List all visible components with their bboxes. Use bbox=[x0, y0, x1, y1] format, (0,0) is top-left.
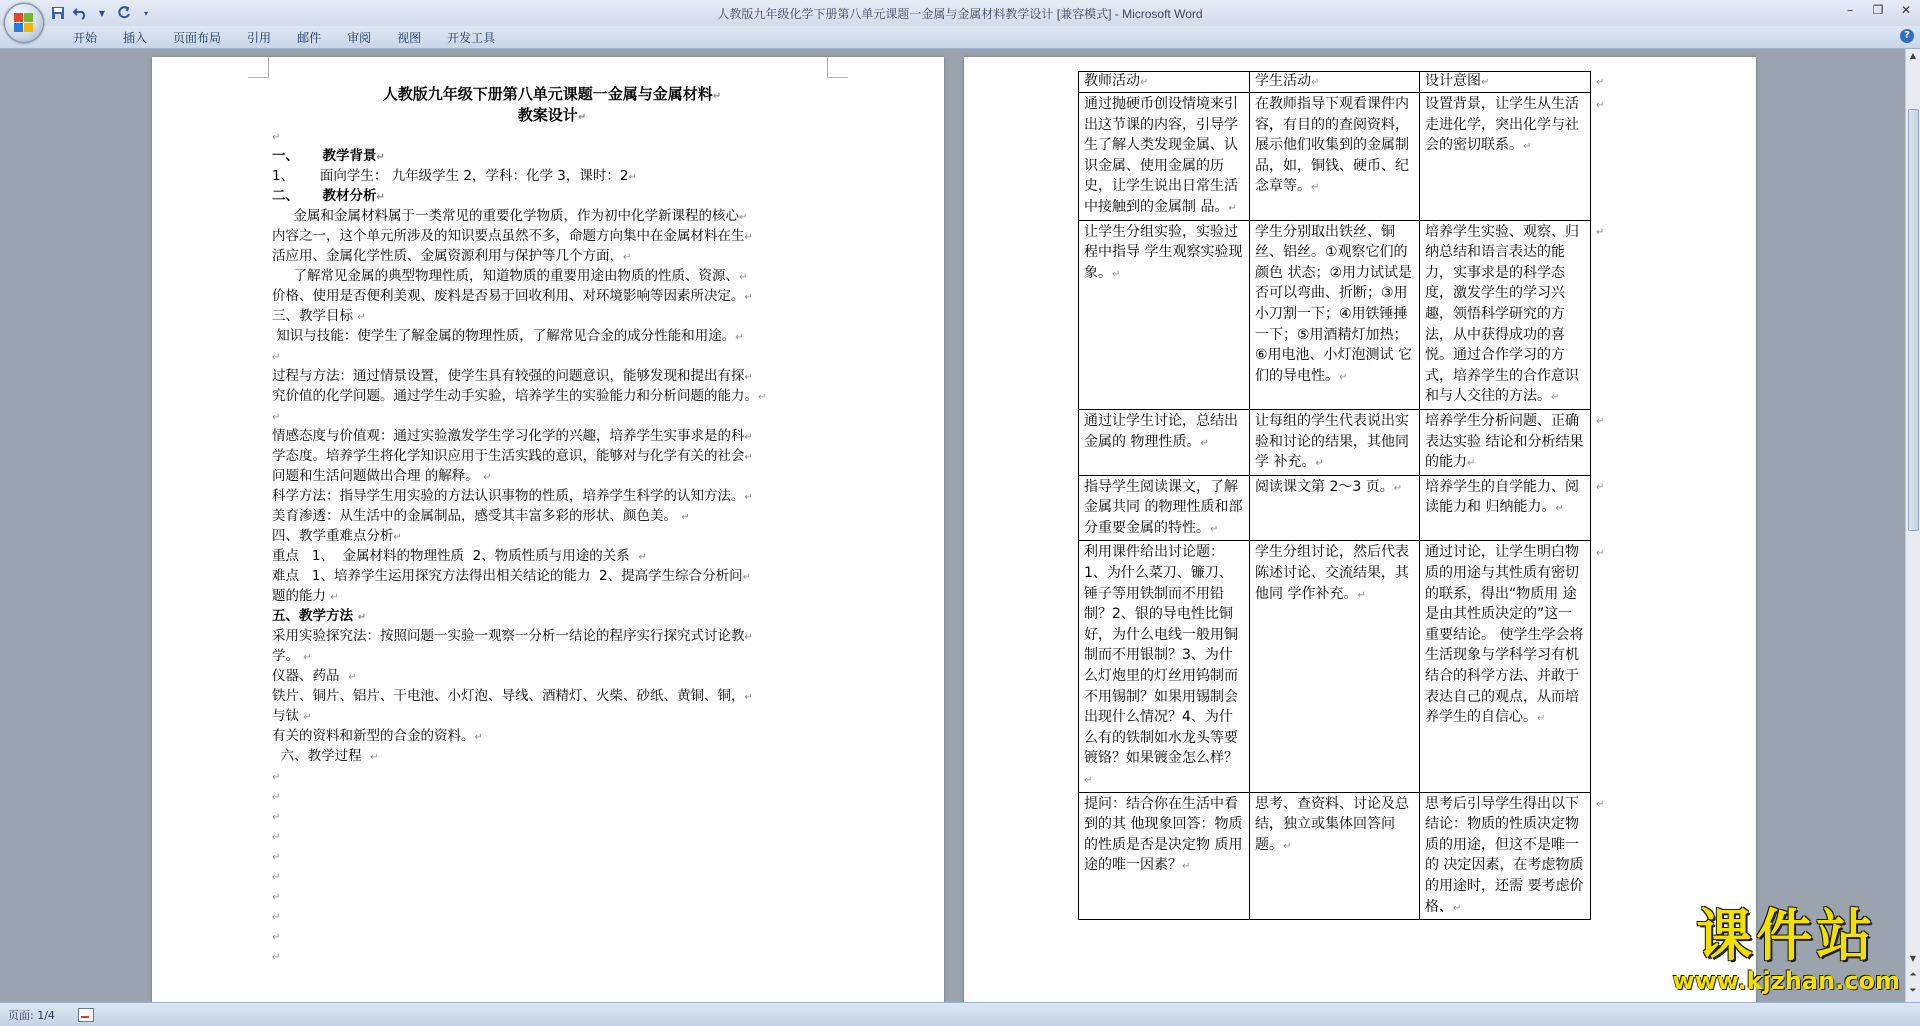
table-cell[interactable] bbox=[1420, 93, 1591, 221]
paragraph-mark-icon: ↵ bbox=[744, 232, 753, 243]
paragraph-mark-icon: ↵ bbox=[744, 292, 753, 303]
doc-line bbox=[272, 487, 832, 507]
cell-text: 让每组的学生代表说出实验和讨论的结果，其他同学 补充。 bbox=[1255, 412, 1409, 471]
doc-line bbox=[272, 307, 832, 327]
paragraph-mark-icon: ↵ bbox=[1084, 775, 1093, 786]
doc-subtitle: 教案设计↵ bbox=[517, 106, 587, 124]
table-cell[interactable] bbox=[1250, 220, 1420, 409]
row-end-mark: ↵ bbox=[1596, 76, 1605, 88]
ribbon bbox=[0, 26, 1920, 49]
table-cell[interactable] bbox=[1250, 409, 1420, 475]
doc-line-text: 知识与技能：使学生了解金属的物理性质，了解常见合金的成分性能和用途。 bbox=[272, 328, 736, 344]
table-cell[interactable] bbox=[1079, 93, 1250, 221]
doc-line-text: 四、教学重难点分析 bbox=[272, 528, 394, 544]
doc-line bbox=[272, 227, 832, 247]
doc-line-text: 究价值的化学问题。通过学生动手实验，培养学生的实验能力和分析问题的能力。 bbox=[272, 388, 758, 404]
paragraph-mark-icon: ↵ bbox=[738, 272, 748, 283]
table-cell[interactable] bbox=[1420, 475, 1591, 541]
doc-line bbox=[272, 647, 832, 667]
doc-line-text: 有关的资料和新型的合金的资料。 bbox=[272, 728, 475, 744]
cell-text: 培养学生的自学能力、阅读能力和 归纳能力。 bbox=[1425, 478, 1579, 516]
tab-developer[interactable]: 开发工具 bbox=[447, 31, 496, 45]
table-row bbox=[1079, 541, 1610, 792]
paragraph-mark-icon: ↵ bbox=[1555, 503, 1564, 515]
doc-body bbox=[272, 127, 832, 967]
table-cell[interactable] bbox=[1250, 792, 1420, 920]
paragraph-mark-icon: ↵ bbox=[758, 392, 767, 403]
cell-text: 学生分别取出铁丝、铜丝、铝丝。①观察它们的颜色 状态；②用力试试是否可以弯曲、折断；③用小刀割一下；④用铁锤捶一下；⑤用酒精灯加热；⑥用电池、小灯泡测试 它们的导电性。 bbox=[1255, 223, 1413, 384]
table-header-cell[interactable] bbox=[1420, 72, 1591, 93]
paragraph-mark-icon: ↵ bbox=[357, 312, 366, 323]
tab-mailings[interactable]: 邮件 bbox=[297, 31, 322, 45]
table-row bbox=[1079, 475, 1610, 541]
doc-line bbox=[272, 707, 832, 727]
paragraph-mark-icon: ↵ bbox=[393, 532, 402, 543]
cell-text: 利用课件给出讨论题：1、为什么菜刀、镰刀、锤子等用铁制而不用铅 制？2、银的导电性比铜好，为什么电线一般用铜制而不用银制？3、为什么灯炮里的灯丝用钨制而不用锡制？如果用锡制会出现什么情况？4、为什么有的铁制如水龙头等要镀铬？如果镀金怎么样？ bbox=[1084, 544, 1238, 767]
doc-line bbox=[272, 867, 832, 887]
cell-text: 思考、查资料、讨论及总 结，独立或集体回答问题。 bbox=[1255, 795, 1409, 853]
paragraph-mark-icon: ↵ bbox=[1523, 141, 1532, 153]
page-1-text[interactable] bbox=[272, 85, 832, 967]
doc-line bbox=[272, 887, 832, 907]
doc-line bbox=[272, 747, 832, 767]
doc-line-text: 了解常见金属的典型物理性质，知道物质的重要用途由物质的性质、资源、 bbox=[272, 268, 739, 284]
page-indicator[interactable]: 页面: 1/4 bbox=[8, 1009, 55, 1022]
table-row bbox=[1079, 220, 1610, 409]
paragraph-mark-icon: ↵ bbox=[272, 932, 281, 943]
doc-line-text: 难点 1、培养学生运用探究方法得出相关结论的能力 2、提高学生综合分析问 bbox=[272, 568, 743, 584]
paragraph-mark-icon: ↵ bbox=[623, 252, 632, 263]
vertical-scrollbar[interactable] bbox=[1905, 49, 1920, 1002]
paragraph-mark-icon: ↵ bbox=[303, 712, 312, 723]
doc-line bbox=[272, 387, 832, 407]
cell-text: 提问：结合你在生活中看到的其 他现象回答：物质的性质是否是决定物 质用途的唯一因素？ bbox=[1084, 795, 1243, 874]
lesson-table[interactable] bbox=[1078, 71, 1610, 920]
paragraph-mark-icon: ↵ bbox=[272, 832, 281, 843]
doc-line-text: 1、 面向学生： 九年级学生 2，学科：化学 3，课时：2 bbox=[272, 168, 629, 184]
paragraph-mark-icon: ↵ bbox=[1182, 861, 1191, 873]
cell-text: 培养学生实验、观察、归纳总结和语言表达的能力，实事求是的科学态度，激发学生的学习兴趣，领悟科学研究的方法，从中获得成功的喜悦。通过合作学习的方式，培养学生的合作意识 和与人交往的方法。 bbox=[1425, 223, 1579, 405]
scroll-thumb[interactable] bbox=[1908, 109, 1919, 531]
doc-line-text: 情感态度与价值观：通过实验激发学生学习化学的兴趣，培养学生实事求是的科 bbox=[272, 428, 745, 444]
doc-line-text: 过程与方法：通过情景设置，使学生具有较强的问题意识，能够发现和提出有探 bbox=[272, 368, 745, 384]
cell-text: 阅读课文第 2～3 页。 bbox=[1255, 478, 1394, 495]
doc-line-text: 五、教学方法 bbox=[272, 608, 358, 624]
status-bar bbox=[0, 1002, 1920, 1026]
page-2 bbox=[964, 57, 1756, 1002]
previous-page-icon[interactable]: ⏶ bbox=[1909, 970, 1917, 980]
doc-line bbox=[272, 607, 832, 627]
paragraph-mark-icon: ↵ bbox=[1453, 902, 1462, 914]
paragraph-mark-icon: ↵ bbox=[1311, 182, 1320, 194]
page-1 bbox=[152, 57, 944, 1002]
doc-line bbox=[272, 847, 832, 867]
paragraph-mark-icon: ↵ bbox=[272, 132, 281, 143]
tab-references[interactable]: 引用 bbox=[247, 31, 272, 45]
doc-line bbox=[272, 587, 832, 607]
paragraph-mark-icon: ↵ bbox=[681, 512, 690, 523]
doc-line-text: 问题和生活问题做出合理 的解释。 bbox=[272, 468, 484, 484]
table-cell[interactable] bbox=[1079, 541, 1250, 792]
paragraph-mark-icon: ↵ bbox=[744, 452, 753, 463]
doc-line bbox=[272, 347, 832, 367]
office-button[interactable] bbox=[4, 3, 44, 43]
cell-text: 教师活动 bbox=[1084, 73, 1140, 89]
doc-line bbox=[272, 207, 832, 227]
margin-corner bbox=[827, 57, 848, 78]
help-icon[interactable]: ? bbox=[1900, 29, 1914, 43]
paragraph-mark-icon: ↵ bbox=[357, 612, 367, 623]
doc-line bbox=[272, 247, 832, 267]
table-cell[interactable] bbox=[1420, 541, 1591, 792]
doc-line bbox=[272, 327, 832, 347]
tab-insert[interactable]: 插入 bbox=[123, 31, 148, 45]
next-page-icon[interactable]: ⏷ bbox=[1909, 986, 1917, 996]
paragraph-mark-icon: ↵ bbox=[272, 912, 281, 923]
doc-line bbox=[272, 407, 832, 427]
paragraph-mark-icon: ↵ bbox=[1210, 523, 1219, 535]
doc-line bbox=[272, 907, 832, 927]
doc-line bbox=[272, 627, 832, 647]
scroll-down-icon[interactable]: ▼ bbox=[1909, 954, 1917, 963]
paragraph-mark-icon: ↵ bbox=[474, 732, 483, 743]
table-cell[interactable] bbox=[1079, 475, 1250, 541]
doc-line bbox=[272, 767, 832, 787]
paragraph-mark-icon: ↵ bbox=[1481, 77, 1490, 88]
doc-line-text: 一、 教学背景 bbox=[272, 148, 377, 164]
doc-line bbox=[272, 447, 832, 467]
paragraph-mark-icon: ↵ bbox=[272, 772, 281, 783]
doc-line-text: 学态度。培养学生将化学知识应用于生活实践的意识，能够对与化学有关的社会 bbox=[272, 448, 745, 464]
table-cell[interactable] bbox=[1420, 409, 1591, 475]
paragraph-mark-icon: ↵ bbox=[1112, 268, 1121, 280]
dropdown-arrow-icon[interactable]: ▼ bbox=[98, 8, 106, 18]
doc-line-text: 金属和金属材料属于一类常见的重要化学物质，作为初中化学新课程的核心 bbox=[272, 208, 739, 224]
paragraph-mark-icon: ↵ bbox=[272, 352, 281, 363]
proofing-icon[interactable] bbox=[78, 1008, 94, 1022]
paragraph-mark-icon: ↵ bbox=[330, 592, 339, 603]
paragraph-mark-icon: ↵ bbox=[1339, 371, 1348, 383]
table-cell[interactable] bbox=[1079, 792, 1250, 920]
table-cell[interactable] bbox=[1079, 220, 1250, 409]
row-end-mark: ↵ bbox=[1596, 416, 1605, 428]
tab-review[interactable]: 审阅 bbox=[347, 31, 372, 45]
customize-toolbar-icon[interactable]: ▾ bbox=[143, 8, 148, 18]
minimize-icon[interactable]: – bbox=[1847, 3, 1853, 17]
table-cell[interactable] bbox=[1079, 409, 1250, 475]
table-cell[interactable] bbox=[1420, 792, 1591, 920]
doc-line bbox=[272, 287, 832, 307]
row-end-mark: ↵ bbox=[1596, 99, 1605, 111]
table-row bbox=[1079, 792, 1610, 920]
doc-line bbox=[272, 527, 832, 547]
paragraph-mark-icon: ↵ bbox=[1283, 840, 1292, 852]
paragraph-mark-icon: ↵ bbox=[1537, 713, 1546, 725]
doc-line-text: 铁片、铜片、铝片、干电池、小灯泡、导线、酒精灯、火柴、砂纸、黄铜、铜， bbox=[272, 688, 745, 704]
doc-line-text: 活应用、金属化学性质、金属资源利用与保护等几个方面， bbox=[272, 248, 623, 264]
doc-line-text: 重点 1、 金属材料的物理性质 2、物质性质与用途的关系 bbox=[272, 548, 639, 564]
paragraph-mark-icon: ↵ bbox=[272, 852, 281, 863]
cell-text: 学生活动 bbox=[1255, 73, 1311, 89]
doc-line-text: 二、 教材分析 bbox=[272, 188, 377, 204]
paragraph-mark-icon: ↵ bbox=[348, 672, 357, 683]
cell-text: 通过讨论，让学生明白物质的用途与其性质有密切的联系，得出“物质用 途是由其性质决定的”这一重要结论。 使学生学会将生活现象与学科学习有机结合的科学方法、并敢于表达自己的观点，从而培养学生的自信心。 bbox=[1425, 544, 1584, 726]
paragraph-mark-icon: ↵ bbox=[638, 552, 647, 563]
paragraph-mark-icon: ↵ bbox=[376, 152, 385, 163]
paragraph-mark-icon: ↵ bbox=[483, 472, 492, 483]
paragraph-mark-icon: ↵ bbox=[272, 952, 281, 963]
paragraph-mark-icon: ↵ bbox=[376, 192, 385, 203]
doc-line-text: 题的能力 bbox=[272, 588, 331, 604]
doc-line-text: 六、教学过程 bbox=[272, 748, 371, 764]
paragraph-mark-icon: ↵ bbox=[303, 652, 312, 663]
cell-text: 指导学生阅读课文，了解金属共同 的物理性质和部分重要金属的特性。 bbox=[1084, 478, 1243, 536]
table-cell[interactable] bbox=[1420, 220, 1591, 409]
restore-icon[interactable]: ❐ bbox=[1872, 3, 1884, 17]
paragraph-mark-icon: ↵ bbox=[1311, 77, 1320, 88]
window-controls bbox=[1836, 0, 1920, 20]
doc-line-text: 美育渗透：从生活中的金属制品，感受其丰富多彩的形状、颜色美。 bbox=[272, 508, 682, 524]
doc-line bbox=[272, 467, 832, 487]
cell-text: 在教师指导下观看课件内容，有目的的查阅资料，展示他们收集到的金属制品，如，铜钱、硬币、纪念章等。 bbox=[1255, 96, 1409, 195]
table-cell[interactable] bbox=[1250, 541, 1420, 792]
paragraph-mark-icon: ↵ bbox=[1315, 458, 1324, 470]
close-icon[interactable]: ✕ bbox=[1900, 3, 1912, 17]
row-end-mark: ↵ bbox=[1596, 482, 1605, 494]
paragraph-mark-icon: ↵ bbox=[738, 212, 748, 223]
paragraph-mark-icon: ↵ bbox=[272, 412, 281, 423]
doc-line bbox=[272, 187, 832, 207]
office-logo-icon bbox=[14, 13, 34, 33]
paragraph-mark-icon: ↵ bbox=[744, 492, 753, 503]
tab-page-layout[interactable]: 页面布局 bbox=[173, 31, 222, 45]
cell-text: 让学生分组实验，实验过程中指导 学生观察实验现象。 bbox=[1084, 223, 1243, 281]
paragraph-mark-icon: ↵ bbox=[370, 752, 379, 763]
doc-line bbox=[272, 547, 832, 567]
paragraph-mark-icon: ↵ bbox=[1467, 458, 1476, 470]
cell-text: 通过抛硬币创设情境来引出这节课的内容，引导学生了解人类发现金属、认识金属、使用金属的历史，让学生说出日常生活中接触到的金属制 品。 bbox=[1084, 96, 1238, 215]
doc-line bbox=[272, 167, 832, 187]
paragraph-mark-icon: ↵ bbox=[1200, 437, 1209, 449]
paragraph-mark-icon: ↵ bbox=[628, 172, 637, 183]
paragraph-mark-icon: ↵ bbox=[1140, 77, 1149, 88]
doc-line bbox=[272, 127, 832, 147]
paragraph-mark-icon: ↵ bbox=[744, 692, 753, 703]
row-end-mark: ↵ bbox=[1596, 547, 1605, 559]
paragraph-mark-icon: ↵ bbox=[744, 632, 753, 643]
paragraph-mark-icon: ↵ bbox=[744, 372, 753, 383]
paragraph-mark-icon: ↵ bbox=[1393, 482, 1403, 494]
doc-line-text: 学。 bbox=[272, 648, 304, 664]
paragraph-mark-icon: ↵ bbox=[1228, 202, 1237, 214]
document-workspace bbox=[0, 49, 1906, 1002]
row-end-mark: ↵ bbox=[1596, 227, 1605, 239]
scroll-up-icon[interactable]: ▲ bbox=[1909, 51, 1917, 60]
doc-line bbox=[272, 507, 832, 527]
paragraph-mark-icon: ↵ bbox=[272, 812, 281, 823]
margin-corner bbox=[248, 57, 269, 78]
window-title: 人教版九年级化学下册第八单元课题一金属与金属材料教学设计 [兼容模式] - Microsoft Word bbox=[717, 7, 1203, 21]
table-header-row bbox=[1079, 72, 1610, 93]
watermark-title: 课件站 bbox=[1696, 904, 1877, 969]
cell-text: 设计意图 bbox=[1425, 73, 1481, 89]
doc-line-text: 科学方法：指导学生用实验的方法认识事物的性质，培养学生科学的认知方法。 bbox=[272, 488, 745, 504]
doc-line-text: 三、教学目标 bbox=[272, 308, 358, 324]
doc-line bbox=[272, 787, 832, 807]
cell-text: 通过让学生讨论，总结出金属的 物理性质。 bbox=[1084, 412, 1238, 450]
table-header-cell[interactable] bbox=[1079, 72, 1250, 93]
doc-title: 人教版九年级下册第八单元课题一金属与金属材料↵ bbox=[382, 85, 722, 103]
cell-text: 培养学生分析问题、正确表达实验 结论和分析结果的能力 bbox=[1425, 412, 1584, 471]
doc-line bbox=[272, 927, 832, 947]
doc-line bbox=[272, 947, 832, 967]
table-cell[interactable] bbox=[1250, 93, 1420, 221]
paragraph-mark-icon: ↵ bbox=[1551, 392, 1560, 404]
doc-line-text: 内容之一，这个单元所涉及的知识要点虽然不多，命题方向集中在金属材料在生 bbox=[272, 228, 745, 244]
cell-text: 设置背景，让学生从生活走进化学，突出化学与社会的密切联系。 bbox=[1425, 96, 1579, 154]
paragraph-mark-icon: ↵ bbox=[744, 432, 753, 443]
cell-text: 思考后引导学生得出以下结论：物质的性质决定物质的用途，但这不是唯一的 决定因素，在考虑物质的用途时，还需 要考虑价格、 bbox=[1425, 795, 1584, 915]
table-row bbox=[1079, 409, 1610, 475]
title-bar bbox=[0, 0, 1920, 26]
paragraph-mark-icon: ↵ bbox=[272, 792, 281, 803]
watermark-url: www.kjzhan.com bbox=[1672, 967, 1900, 995]
doc-line bbox=[272, 567, 832, 587]
ribbon-tabs bbox=[60, 29, 508, 47]
paragraph-mark-icon: ↵ bbox=[742, 572, 752, 583]
paragraph-mark-icon: ↵ bbox=[735, 332, 744, 343]
tab-home[interactable]: 开始 bbox=[73, 31, 98, 45]
doc-line bbox=[272, 147, 832, 167]
doc-line bbox=[272, 687, 832, 707]
cell-text: 学生分组讨论，然后代表陈述讨论、交流结果，其他同 学作补充。 bbox=[1255, 544, 1409, 602]
doc-line-text: 价格、使用是否便利美观、废料是否易于回收利用、对环境影响等因素所决定。 bbox=[272, 288, 745, 304]
doc-line bbox=[272, 267, 832, 287]
doc-line-text: 仪器、药品 bbox=[272, 668, 349, 684]
table-row bbox=[1079, 93, 1610, 221]
doc-line bbox=[272, 427, 832, 447]
row-end-mark: ↵ bbox=[1596, 799, 1605, 811]
tab-view[interactable]: 视图 bbox=[397, 31, 422, 45]
paragraph-mark-icon: ↵ bbox=[1357, 589, 1366, 601]
paragraph-mark-icon: ↵ bbox=[272, 872, 281, 883]
paragraph-mark-icon: ↵ bbox=[272, 892, 281, 903]
doc-line bbox=[272, 667, 832, 687]
watermark bbox=[1672, 904, 1900, 995]
table-header-cell[interactable] bbox=[1250, 72, 1420, 93]
doc-line bbox=[272, 807, 832, 827]
doc-line bbox=[272, 367, 832, 387]
doc-line bbox=[272, 727, 832, 747]
table-cell[interactable] bbox=[1250, 475, 1420, 541]
doc-line-text: 与钛 bbox=[272, 708, 304, 724]
doc-line-text: 采用实验探究法：按照问题一实验一观察一分析一结论的程序实行探究式讨论教 bbox=[272, 628, 745, 644]
doc-line bbox=[272, 827, 832, 847]
